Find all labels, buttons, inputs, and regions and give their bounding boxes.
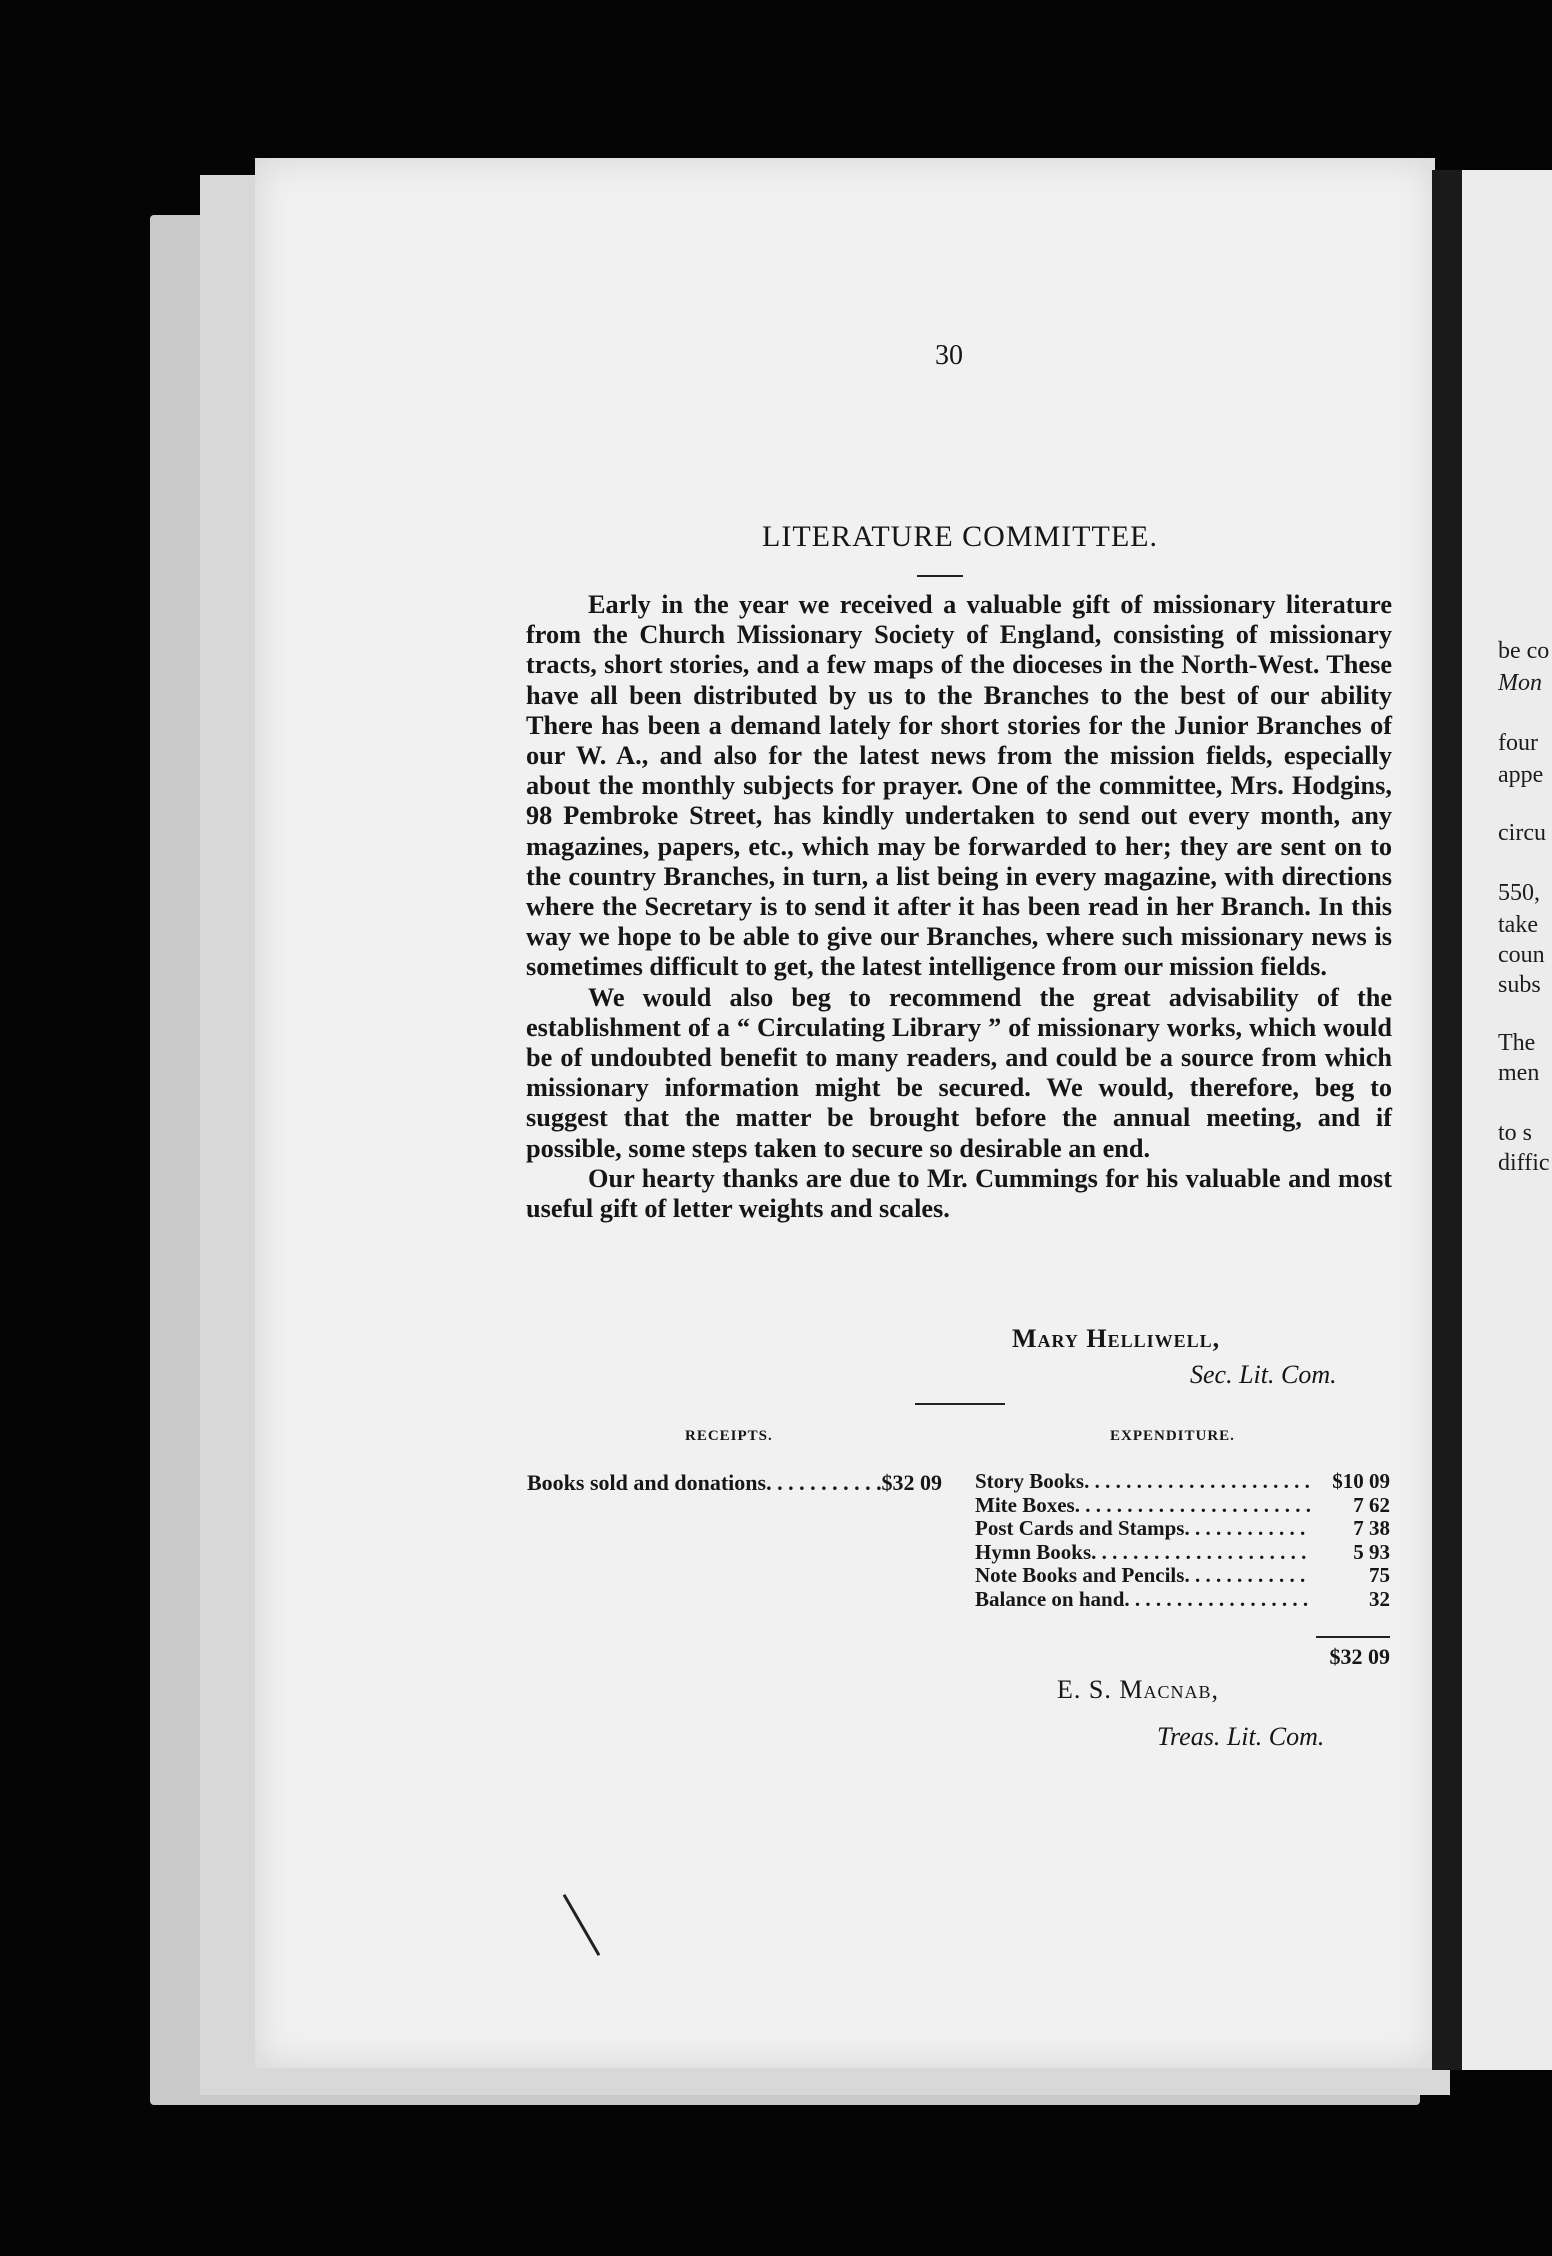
receipt-row xyxy=(527,1470,942,1496)
next-page-line: diffic xyxy=(1498,1150,1550,1176)
expenditure-table xyxy=(975,1470,1390,1611)
next-page-fragment xyxy=(1462,170,1552,2070)
expenditure-amount: 32 xyxy=(1369,1586,1390,1611)
secretary-title: Sec. Lit. Com. xyxy=(1190,1360,1337,1389)
section-rule xyxy=(915,1403,1005,1405)
expenditure-label: Post Cards and Stamps xyxy=(975,1516,1185,1540)
expenditure-amount: 75 xyxy=(1369,1563,1390,1587)
leader-dots xyxy=(1084,1470,1310,1494)
receipt-amount: $32 09 xyxy=(881,1470,942,1495)
treasurer-name: E. S. Macnab, xyxy=(1057,1675,1219,1704)
expenditure-label: Note Books and Pencils xyxy=(975,1563,1185,1587)
section-heading: LITERATURE COMMITTEE. xyxy=(762,520,1158,553)
expenditure-label: Story Books xyxy=(975,1469,1085,1493)
receipt-label: Books sold and donations xyxy=(527,1470,767,1495)
paragraph: We would also beg to recommend the great advisability of the establishment of a “ Circulating Library ” of missionary works, which would be of undoubted benefit to many readers, and could be a source from which missionary information might be secured. We would, therefore, beg to suggest that the matter be brought before the annual meeting, and if possible, some steps taken to secure so desirable an end. xyxy=(526,982,1392,1163)
book-gutter xyxy=(1432,170,1464,2070)
secretary-name: Mary Helliwell, xyxy=(1012,1324,1221,1353)
next-page-line: appe xyxy=(1498,762,1544,788)
expenditure-row xyxy=(975,1541,1390,1565)
receipts-heading: RECEIPTS. xyxy=(685,1428,773,1444)
expenditure-amount: $10 09 xyxy=(1332,1469,1390,1493)
total-rule xyxy=(1316,1636,1390,1638)
leader-dots xyxy=(766,1470,881,1496)
expenditure-amount: 7 38 xyxy=(1353,1516,1390,1540)
expenditure-row xyxy=(975,1470,1390,1494)
next-page-line: four xyxy=(1498,730,1538,756)
next-page-line: take xyxy=(1498,912,1538,938)
heading-rule xyxy=(917,575,963,577)
next-page-line: 550, xyxy=(1498,880,1540,906)
next-page-line: The xyxy=(1498,1030,1536,1056)
expenditure-row xyxy=(975,1517,1390,1541)
next-page-line: men xyxy=(1498,1060,1540,1086)
leader-dots xyxy=(1184,1517,1310,1541)
expenditure-label: Mite Boxes xyxy=(975,1492,1075,1517)
paragraph: Our hearty thanks are due to Mr. Cummings for his valuable and most useful gift of letter weights and scales. xyxy=(526,1163,1392,1224)
expenditure-row xyxy=(975,1494,1390,1518)
next-page-line: be co xyxy=(1498,638,1550,664)
page-number: 30 xyxy=(935,340,963,371)
treasurer-title: Treas. Lit. Com. xyxy=(1157,1722,1325,1751)
expenditure-amount: 5 93 xyxy=(1353,1539,1390,1564)
next-page-line: subs xyxy=(1498,972,1541,998)
next-page-line: Mon xyxy=(1498,670,1542,696)
expenditure-row xyxy=(975,1564,1390,1588)
expenditure-label: Hymn Books xyxy=(975,1539,1092,1564)
expenditure-row xyxy=(975,1588,1390,1612)
report-body xyxy=(526,590,1392,1224)
paragraph: Early in the year we received a valuable gift of missionary literature from the Church Missionary Society of England, consisting of missionary tracts, short stories, and a few maps of the dioceses in the North-West. These have all been distributed by us to the Branches to the best of our ability There has been a demand lately for short stories for the Junior Branches of our W. A., and also for the latest news from the mission fields, especially about the monthly subjects for prayer. One of the committee, Mrs. Hodgins, 98 Pembroke Street, has kindly undertaken to send out every month, any magazines, papers, etc., which may be forwarded to her; they are sent on to the country Branches, in turn, a list being in every magazine, with directions where the Secretary is to send it after it has been read in her Branch. In this way we hope to be able to give our Branches, where such missionary news is sometimes difficult to get, the latest intelligence from our mission fields. xyxy=(526,590,1392,982)
leader-dots xyxy=(1184,1564,1310,1588)
expenditure-heading: EXPENDITURE. xyxy=(1110,1428,1235,1444)
next-page-line: coun xyxy=(1498,942,1545,968)
next-page-line: to s xyxy=(1498,1120,1533,1146)
expenditure-amount: 7 62 xyxy=(1353,1492,1390,1517)
leader-dots xyxy=(1075,1494,1310,1518)
expenditure-label: Balance on hand xyxy=(975,1586,1125,1611)
leader-dots xyxy=(1091,1541,1310,1565)
leader-dots xyxy=(1124,1588,1310,1612)
expenditure-total: $32 09 xyxy=(1329,1644,1390,1669)
next-page-line: circu xyxy=(1498,820,1546,846)
